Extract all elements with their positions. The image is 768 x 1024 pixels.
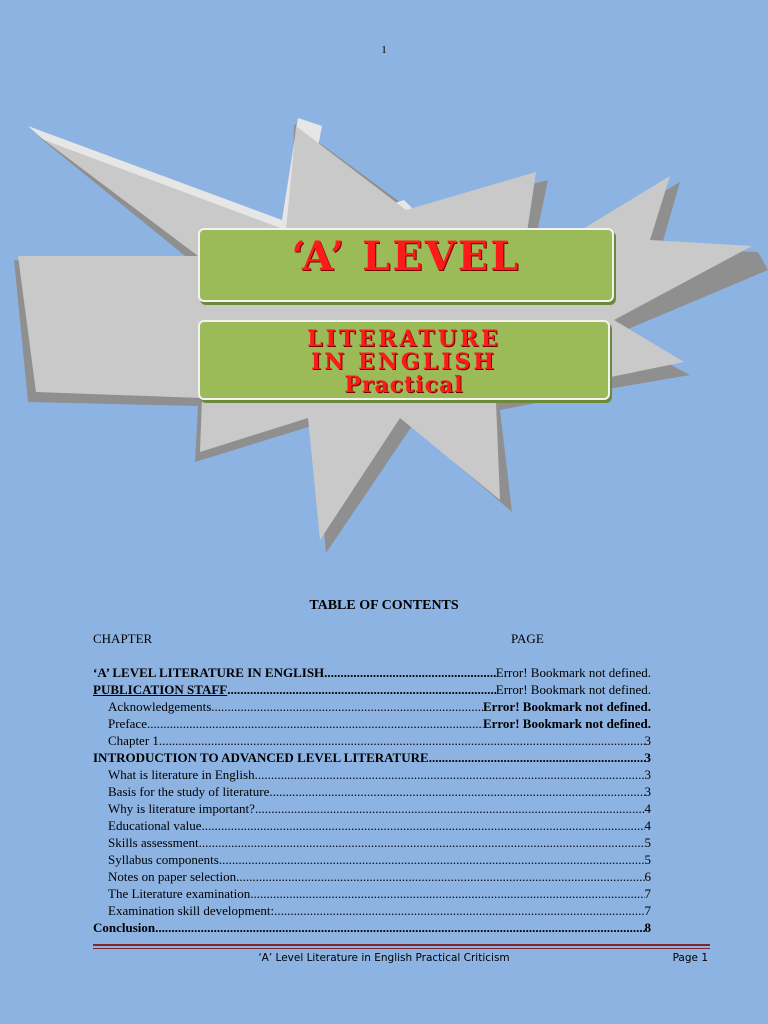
toc-entry-page: Error! Bookmark not defined. [482,699,651,714]
toc-entry-page: 8 [644,920,651,935]
toc-entry[interactable] [93,919,651,936]
toc-entry-page: 4 [644,818,651,833]
title-banner [198,228,614,302]
toc-entry-page: 7 [644,903,651,918]
toc-entry-page: 5 [644,835,651,850]
toc-entry[interactable] [93,834,651,851]
toc-entry-label: Why is literature important? [108,801,255,816]
subtitle-line-2: IN ENGLISH [310,349,498,375]
toc-entry[interactable] [93,664,651,681]
toc-entry[interactable] [93,749,651,766]
footer-rule-thin [93,948,710,949]
toc-entry-label: Chapter 1 [108,733,159,748]
toc-entry-page: Error! Bookmark not defined. [495,665,651,680]
toc-entry-label: Acknowledgements [108,699,212,714]
toc-entry-page: 3 [644,767,651,782]
subtitle-banner [198,320,610,400]
toc-entry-label: Skills assessment [108,835,199,850]
table-of-contents [93,664,651,936]
toc-entry-label: Basis for the study of literature [108,784,270,799]
page-number-top: 1 [381,44,387,56]
toc-entry[interactable] [93,681,651,698]
toc-entry[interactable] [93,715,651,732]
toc-entry-page: 3 [644,750,651,765]
cover-subtitle [200,328,608,397]
toc-entry-page: Error! Bookmark not defined. [495,682,651,697]
cover-title: ‘A’ LEVEL [291,233,521,280]
toc-entry-page: 3 [644,733,651,748]
toc-entry-page: 4 [644,801,651,816]
toc-entry[interactable] [93,817,651,834]
toc-entry[interactable] [93,885,651,902]
toc-heading: TABLE OF CONTENTS [309,598,459,613]
toc-entry[interactable] [93,732,651,749]
toc-entry[interactable] [93,851,651,868]
toc-entry-label: What is literature in English [108,767,255,782]
toc-entry[interactable] [93,783,651,800]
toc-entry-label: ‘A’ LEVEL LITERATURE IN ENGLISH [93,665,325,680]
toc-column-page: PAGE [511,631,544,646]
toc-entry-page: 3 [644,784,651,799]
toc-entry[interactable] [93,766,651,783]
footer-title: ‘A’ Level Literature in English Practical Criticism [258,952,510,964]
toc-entry-label: Preface [108,716,147,731]
toc-entry-label: Syllabus components [108,852,219,867]
toc-entry[interactable] [93,698,651,715]
toc-entry-label: PUBLICATION STAFF [93,682,228,697]
toc-entry-page: 5 [644,852,651,867]
toc-entry[interactable] [93,902,651,919]
subtitle-line-1: LITERATURE [307,326,501,352]
toc-entry-label: INTRODUCTION TO ADVANCED LEVEL LITERATURE [93,750,429,765]
subtitle-line-3: Practical [344,372,464,398]
toc-entry-label: Examination skill development: [108,903,275,918]
toc-entry-label: Conclusion [93,920,156,935]
toc-entry-page: Error! Bookmark not defined. [482,716,651,731]
toc-entry[interactable] [93,800,651,817]
toc-entry-label: Educational value [108,818,202,833]
footer-page-number: Page 1 [672,952,708,964]
footer-rule [93,944,710,946]
toc-entry-page: 6 [644,869,651,884]
toc-entry-page: 7 [644,886,651,901]
toc-column-chapter: CHAPTER [93,631,153,646]
toc-entry-label: Notes on paper selection [108,869,237,884]
toc-entry-label: The Literature examination [108,886,251,901]
toc-entry[interactable] [93,868,651,885]
